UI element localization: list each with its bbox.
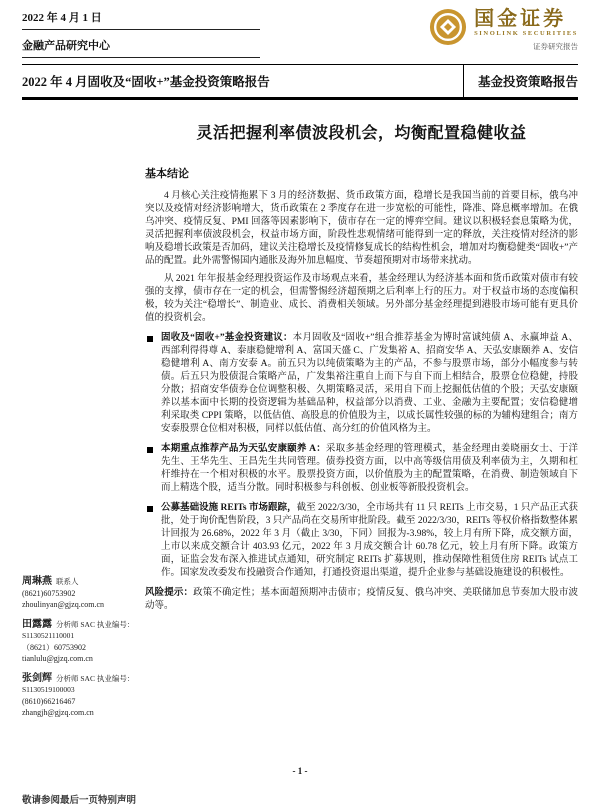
bullet-body: 采取多基金经理的管理模式，基金经理由姜晓丽女士、于洋先生、王华先生、王昌先生共同管理。债券投资方面，以中高等级信用债及利率债为主，久期和杠杆维持在一个相对积极的水平。股票投资方面，以价值股为主的配置策略，在消费、制造领域自下而上精选个股，适当分散。同时积极参与科创板、创业板等新股投资机会。 [161,444,578,493]
contact-phone: （8621）60753902 [22,643,86,652]
bullet-lead: 固收及“固收+”基金投资建议： [161,333,293,343]
contact-name: 张剑辉 [22,673,52,684]
contact-role: 分析师 SAC 执业编号：S1130521110001 [22,620,135,640]
contact-card [22,619,141,664]
masthead [22,8,578,58]
report-header-bar [22,64,578,100]
contact-email: tianlulu@gjzq.com.cn [22,654,93,663]
bullet-square-icon [147,506,153,512]
content-area [22,120,578,760]
report-category: 基金投资策略报告 [463,65,578,97]
contact-card [22,576,141,610]
bullet-body: 截至 2022/3/30，全市场共有 11 只 REITs 上市交易，1 只产品正式获批，处于询价配售阶段，3 只产品尚在交易所审批阶段。截至 2022/3/30，REITs 等权价格指数整体累计回报为 26.68%，2022 年 3 月（截止 3/30，下同）回报为-3.98%，较上月有所下降，成交额方面，上市以来成交额合计 403.93 亿元，2022 年 3 月成交额合计 60.78 亿元，较上月有所下降。政策方面，证监会发布深入推进试点通知，研究制定 REITs 扩募规则，推动保障性租赁住房 REITs 试点工作。国家发改委发布投融资合作通知，打通投资退出渠道，提升企业参与基础设施建设的积极性。 [161,503,578,578]
bullet-item [145,443,578,495]
sinolink-coin-icon [429,8,467,46]
bullet-square-icon [147,336,153,342]
bullet-body: 本月固收及“固收+”组合推荐基金为博时富诚纯债 A、永赢坤益 A、西部利得得尊 A、泰康稳健增利 A、富国天盛 C、广发集裕 A、招商安华 A、天弘安康颐养 A、安信稳健增利 A、南方安泰 A。前五只为以纯债策略为主的产品，不参与股票市场，部分小幅度参与转债。后五只为股债混合策略产品，广发集裕注重自上而下与自下而上相结合，股票仓位稳健，持股分散；招商安华债券仓位调整积极、久期策略灵活，采用自下而上挖掘低估值的个股；天弘安康颐养以基本面中长期的投资逻辑为基础品种，权益部分以消费、工业、金融为主要配置；安信稳健增利采取类 CPPI 策略，以低估值、高股息的价值股为主，以成长属性较强的标的为辅构建组合；南方安泰股票仓位相对积极，同样以低估值、高分红的价值风格为主。 [161,333,578,434]
risk-text: 政策不确定性；基本面超预期冲击债市；疫情反复、俄乌冲突、美联储加息节奏加大股市波动等。 [145,588,578,611]
bullet-item [145,332,578,436]
section-heading: 基本结论 [145,168,189,180]
paragraph: 从 2021 年年报基金经理投资运作及市场观点来看，基金经理认为经济基本面和货币政策对债市有较强的支撑，债市存在一定的机会，但需警惕经济超预期之后利率上行的压力。对于权益市场的态度偏积极，较为关注“稳增长”、制造业、成长、消费相关领域。另外部分基金经理提到港股市场可能有更具价值的投资机会。 [145,274,578,323]
masthead-left [22,8,260,58]
brand-tagline: 证券研究报告 [533,42,578,51]
risk-note [145,587,578,613]
contact-email: zhoulinyan@gjzq.com.cn [22,600,105,609]
brand-logo [429,8,578,52]
brand-text-block [474,8,578,52]
bullet-item [145,502,578,580]
contact-name: 周琳燕 [22,576,52,587]
contact-name: 田露露 [22,619,52,630]
bullet-lead: 公募基础设施 REITs 市场跟踪， [161,503,297,513]
report-date: 2022 年 4 月 1 日 [22,8,260,30]
contact-card [22,673,141,718]
contact-block [22,576,141,727]
contact-phone: (8621)60753902 [22,589,76,598]
main-column [145,120,578,613]
contact-role: 分析师 SAC 执业编号：S1130519100003 [22,674,135,694]
contact-role: 联系人 [56,577,79,586]
contact-phone: (8610)66216467 [22,697,76,706]
page-number: - 1 - [292,766,308,776]
bullet-square-icon [147,447,153,453]
article-title: 灵活把握利率债波段机会，均衡配置稳健收益 [196,125,527,142]
bullet-lead: 本期重点推荐产品为天弘安康颐养 A： [161,444,326,454]
footer-disclaimer: 敬请参阅最后一页特别声明 [22,796,137,806]
brand-name: 国金证券 [474,8,567,30]
brand-name-en: SINOLINK SECURITIES [474,30,578,37]
contact-email: zhangjh@gjzq.com.cn [22,708,94,717]
report-header-title: 2022 年 4 月固收及“固收+”基金投资策略报告 [22,75,270,89]
risk-lead: 风险提示： [145,588,194,598]
research-center-name: 金融产品研究中心 [22,30,260,58]
paragraph: 4 月核心关注疫情拖累下 3 月的经济数据、货币政策方面，稳增长是我国当前的首要目标，俄乌冲突以及疫情对经济影响增大，货币政策在 2 季度存在进一步宽松的可能性，降准、降息概率增加。在俄乌冲突、疫情反复、PMI 回落等因素影响下，债市存在一定的博弈空间。建议以积极轻套息策略为优，灵活把握利率债波段机会，权益市场方面，阶段性悲观情绪可能得到一定的释放，关注疫情对经济的影响及稳增长政策是否加码，建议关注稳增长及疫情修复成长的结构性机会，增加对均衡稳健类“固收+”产品的配置。此外需警惕国内通胀及海外加息幅度、节奏超预期对市场带来扰动。 [145,191,578,266]
